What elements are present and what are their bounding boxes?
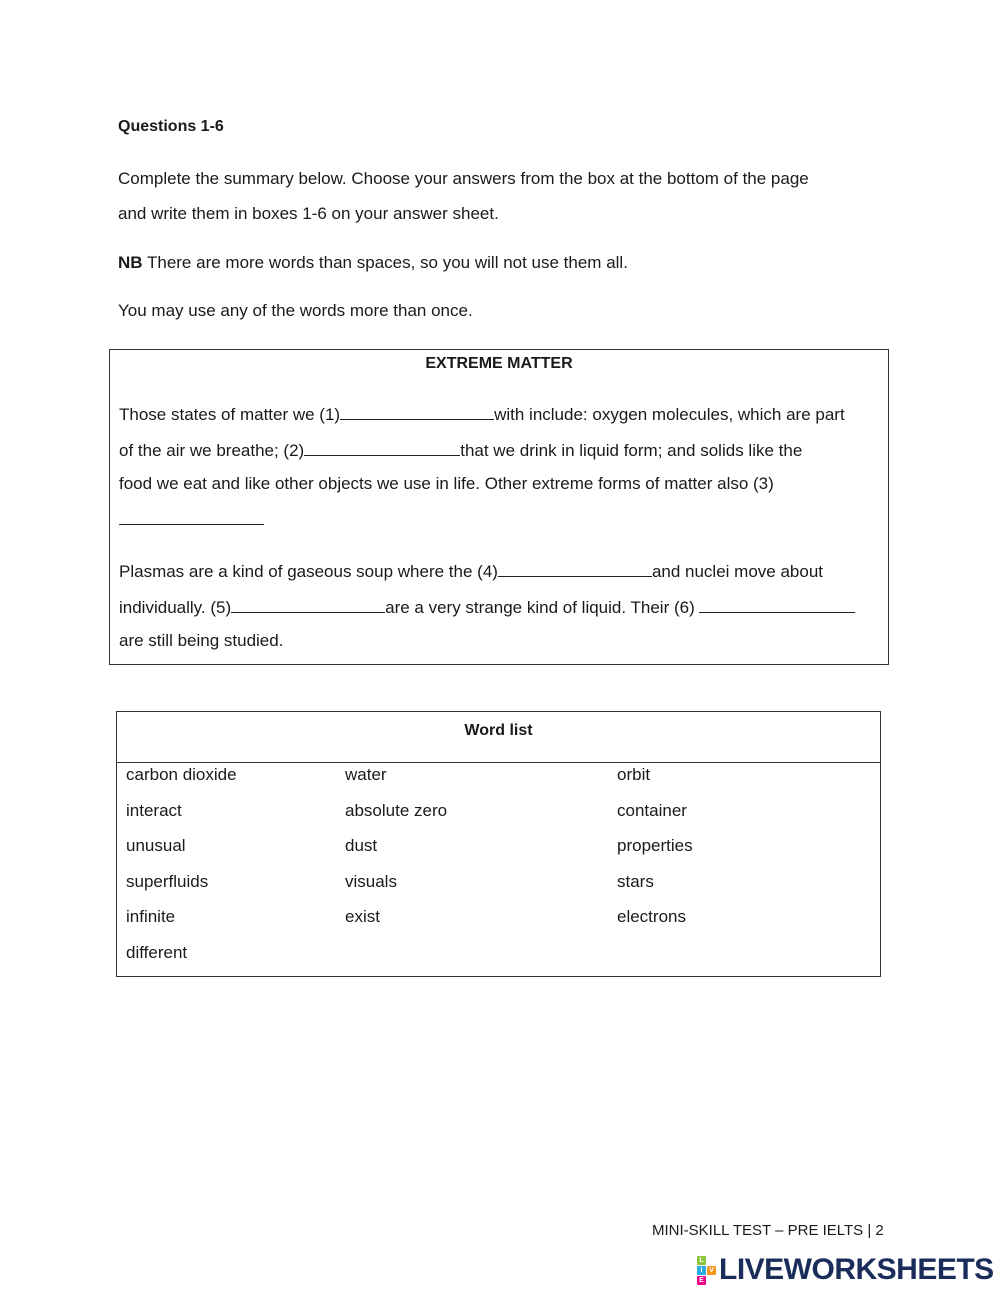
answer-blank-5[interactable] <box>231 596 385 613</box>
answer-blank-3[interactable] <box>119 508 264 525</box>
instructions-line-2: and write them in boxes 1-6 on your answer sheet. <box>118 204 499 223</box>
word-item: properties <box>617 836 693 855</box>
word-item: different <box>126 942 188 962</box>
summary-text: and nuclei move about <box>651 562 823 581</box>
summary-text: Those states of matter we (1) <box>119 405 341 424</box>
summary-text: Plasmas are a kind of gaseous soup where the (4) <box>119 562 498 581</box>
instructions-line-1: Complete the summary below. Choose your answers from the box at the bottom of the page <box>118 169 809 188</box>
summary-line-4 <box>119 508 264 530</box>
word-list-column-3 <box>617 762 693 940</box>
summary-box <box>109 349 889 665</box>
word-item: visuals <box>345 871 397 891</box>
word-item: superfluids <box>126 871 209 891</box>
summary-line-6 <box>119 596 855 618</box>
word-item: exist <box>345 907 380 926</box>
summary-text: individually. (5) <box>119 598 232 617</box>
summary-line-1 <box>119 403 845 425</box>
word-list-box <box>116 711 881 977</box>
word-item: interact <box>126 800 182 820</box>
word-item: orbit <box>617 765 651 784</box>
logo-mark-icon <box>697 1256 716 1285</box>
summary-text: of the air we breathe; (2) <box>119 441 305 460</box>
word-list-column-2 <box>345 762 447 940</box>
page-footer: MINI-SKILL TEST – PRE IELTS | 2 <box>652 1222 884 1239</box>
word-item: unusual <box>126 836 186 855</box>
word-item: dust <box>345 836 378 855</box>
word-item: stars <box>617 871 654 891</box>
liveworksheets-logo[interactable] <box>697 1254 994 1286</box>
word-item: water <box>345 765 387 784</box>
logo-letter-l: L <box>697 1256 706 1265</box>
answer-blank-4[interactable] <box>498 560 652 577</box>
nb-note <box>118 245 878 280</box>
logo-letter-v: V <box>707 1266 716 1275</box>
summary-line-7: are still being studied. <box>119 631 284 650</box>
summary-text: with include: oxygen molecules, which are part <box>494 405 845 424</box>
summary-title: EXTREME MATTER <box>425 355 573 372</box>
word-item: electrons <box>617 907 686 926</box>
summary-line-5 <box>119 560 823 582</box>
logo-letter-e: E <box>697 1276 706 1285</box>
summary-line-2 <box>119 439 802 461</box>
word-list-title: Word list <box>117 712 880 763</box>
word-item: absolute zero <box>345 800 448 820</box>
nb-text: There are more words than spaces, so you will not use them all. <box>142 253 628 272</box>
word-item: infinite <box>126 907 176 926</box>
nb-label: NB <box>118 253 143 272</box>
summary-text: that we drink in liquid form; and solids like the <box>460 441 803 460</box>
questions-heading: Questions 1-6 <box>118 118 224 135</box>
answer-blank-1[interactable] <box>340 403 494 420</box>
brand-name: LIVEWORKSHEETS <box>719 1253 994 1286</box>
logo-letter-i: I <box>697 1266 706 1275</box>
summary-line-3: food we eat and like other objects we use in life. Other extreme forms of matter also (3) <box>119 474 774 493</box>
answer-blank-2[interactable] <box>304 439 460 456</box>
word-item: carbon dioxide <box>126 765 237 784</box>
word-list-column-1 <box>126 762 237 975</box>
answer-blank-6[interactable] <box>699 596 855 613</box>
word-item: container <box>617 800 687 820</box>
instructions-paragraph <box>118 161 878 231</box>
reuse-note: You may use any of the words more than once. <box>118 301 473 320</box>
summary-text: are a very strange kind of liquid. Their (6) <box>385 598 700 617</box>
